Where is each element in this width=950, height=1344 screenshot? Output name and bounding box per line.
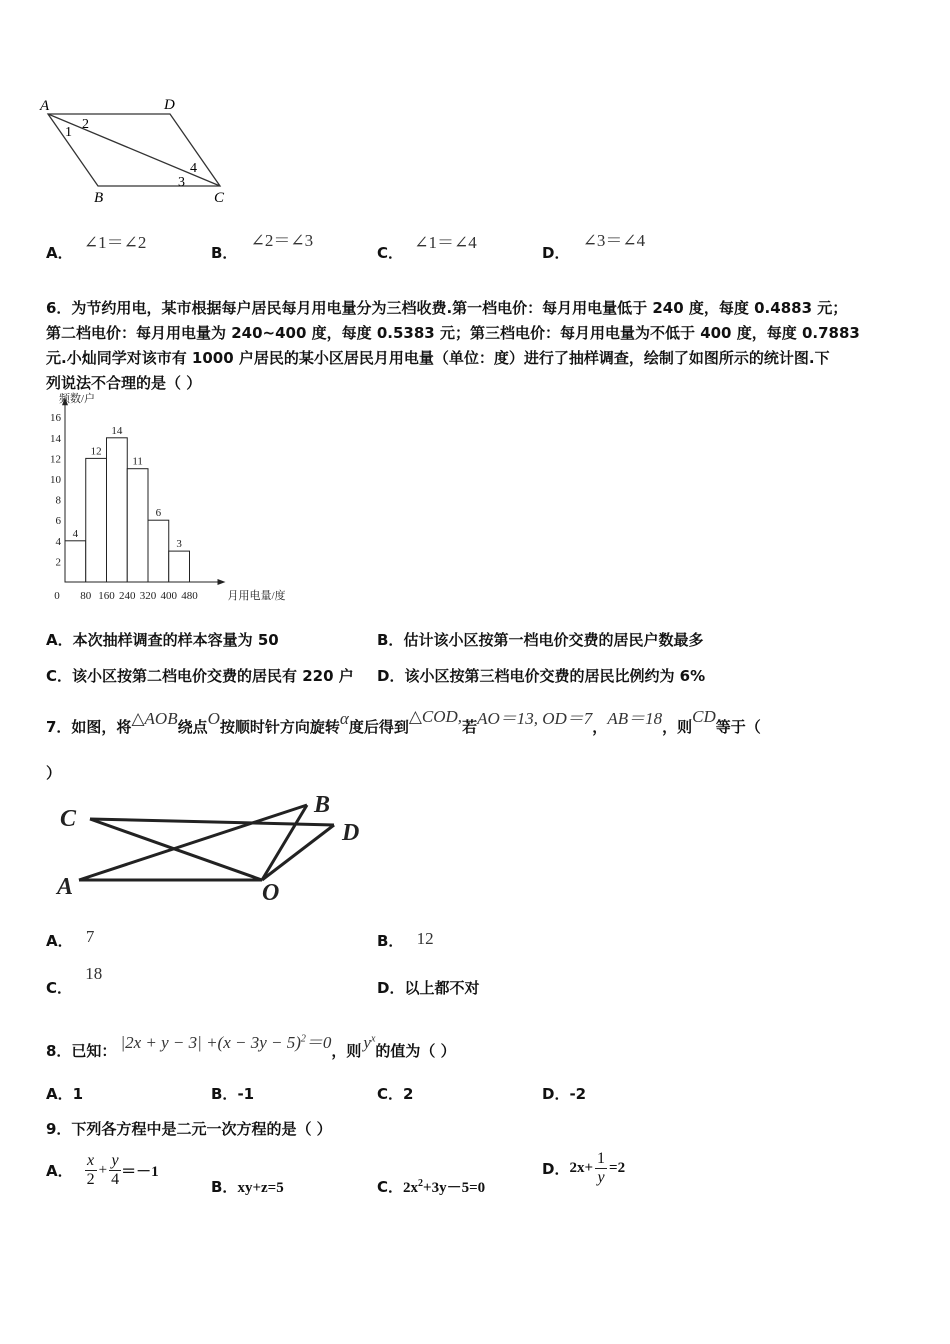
q8-base: y [363, 1033, 371, 1052]
q8-text: 的值为（ ） [375, 1042, 456, 1060]
q7-text: ， [592, 718, 608, 736]
option-text: 2x [403, 1180, 419, 1196]
histogram-bar [107, 438, 128, 582]
bar-data-label: 3 [176, 538, 182, 551]
parallelogram-figure [38, 94, 238, 206]
option-letter: B． [377, 932, 404, 950]
x-axis-arrow [218, 579, 226, 585]
option-text: 7 [85, 927, 95, 946]
angle-label-1: 1 [65, 125, 72, 140]
histogram-bar [86, 458, 107, 582]
superscript: 2 [418, 1178, 424, 1189]
x-tick-label: 480 [181, 590, 198, 602]
q5-option-d[interactable] [542, 231, 646, 263]
fraction-1-over-y [595, 1150, 607, 1187]
figure-label-o: O [262, 880, 280, 906]
bar-data-label: 6 [155, 507, 162, 520]
frac-num: 1 [597, 1150, 606, 1167]
figure-label-d: D [342, 820, 360, 846]
q7-text: 绕点 [177, 718, 208, 736]
option-text: -2 [569, 1085, 587, 1103]
q9-option-d[interactable] [542, 1150, 625, 1187]
q9-option-b[interactable] [211, 1176, 284, 1197]
q7-text: 等于（ [715, 718, 761, 736]
q7-option-d[interactable] [377, 977, 479, 998]
q8-equals: ＝0 [305, 1033, 332, 1052]
fraction-y-over-4 [109, 1152, 121, 1189]
q5-option-c[interactable] [377, 233, 477, 263]
y-tick-label: 14 [50, 432, 61, 445]
electricity-histogram [40, 390, 300, 605]
q8-text: ，则 [331, 1042, 362, 1060]
y-tick-label: 16 [50, 412, 61, 425]
q5-option-a[interactable] [46, 233, 147, 263]
histogram-bar [127, 469, 148, 582]
y-tick-label: 10 [50, 474, 61, 486]
option-text: =2 [609, 1160, 626, 1176]
option-text: -1 [237, 1085, 255, 1103]
q7-text: 按顺时针方向旋转 [219, 718, 340, 736]
x-tick-label: 160 [98, 590, 115, 602]
q8-expression [120, 1033, 331, 1052]
q7-triangle-cod: △COD, [408, 707, 463, 726]
option-text: 12 [416, 929, 434, 948]
option-letter: A． [46, 932, 73, 950]
x-tick-label: 240 [119, 590, 136, 602]
x-tick-label: 0 [54, 590, 60, 602]
option-letter: C． [377, 244, 404, 262]
q8-power [363, 1033, 375, 1052]
frac-den: 2 [86, 1171, 95, 1188]
option-letter: C． [46, 667, 73, 685]
y-tick-label: 2 [55, 556, 61, 569]
q7-text: 若 [462, 718, 478, 736]
q7-point-o: O [207, 709, 220, 728]
q7-condition-1: AO＝13, OD＝7 [477, 709, 593, 728]
frac-num: y [109, 1152, 121, 1171]
option-text: ∠2＝∠3 [250, 231, 314, 250]
option-letter: D． [542, 1160, 570, 1178]
option-letter: B． [211, 244, 238, 262]
x-axis-label: 月用电量/度 [227, 590, 286, 602]
bar-data-label: 4 [72, 527, 79, 540]
q7-text: 7．如图，将 [46, 718, 132, 736]
q7-option-a[interactable] [46, 927, 95, 951]
q6-option-c[interactable] [46, 665, 354, 686]
option-letter: D． [542, 1085, 570, 1103]
q9-option-a[interactable] [46, 1152, 159, 1189]
q7-triangle-aob: △AOB [131, 709, 178, 728]
option-tail: ＝－1 [121, 1164, 159, 1180]
option-letter: B． [211, 1178, 238, 1196]
q8-text: 8．已知： [46, 1042, 117, 1060]
option-text: ∠1＝∠2 [83, 233, 147, 252]
histogram-bar [169, 551, 190, 582]
vertex-label-a: A [40, 98, 50, 114]
y-tick-label: 4 [55, 535, 61, 548]
option-letter: B． [377, 631, 404, 649]
option-letter: C． [46, 979, 73, 997]
histogram-bar [148, 520, 169, 582]
q6-stem-line-1: 6．为节约用电，某市根据每户居民每月用电量分为三档收费.第一档电价：每月用电量低于 240 度，每度 0.4883 元； [46, 299, 848, 317]
option-text: 2x+ [569, 1160, 594, 1176]
option-letter: A． [46, 244, 73, 262]
option-text: 该小区按第三档电价交费的居民比例约为 6% [404, 667, 706, 685]
bar-data-label: 14 [111, 424, 123, 437]
q7-text: 度后得到 [348, 718, 409, 736]
q6-option-a[interactable] [46, 629, 279, 650]
option-text: 估计该小区按第一档电价交费的居民户数最多 [403, 631, 704, 649]
option-letter: C． [377, 1085, 404, 1103]
q7-text: ，则 [662, 718, 693, 736]
option-letter: C． [377, 1178, 404, 1196]
q7-segment-cd: CD [692, 707, 716, 726]
angle-label-4: 4 [190, 161, 197, 176]
histogram-bar [65, 541, 86, 582]
vertex-label-d: D [164, 97, 175, 113]
option-letter: D． [377, 979, 405, 997]
option-letter: D． [542, 244, 570, 262]
vertex-label-c: C [214, 190, 225, 206]
q7-stem [46, 707, 761, 737]
bar-data-label: 11 [132, 455, 143, 468]
option-letter: B． [211, 1085, 238, 1103]
q9-option-c[interactable] [377, 1176, 485, 1197]
frac-den: 4 [111, 1171, 120, 1188]
q7-condition-2: AB＝18 [607, 709, 663, 728]
q8-stem [46, 1033, 456, 1061]
option-text: ∠1＝∠4 [414, 233, 477, 252]
q7-stem-close: ） [46, 764, 62, 782]
option-text: 2 [403, 1085, 414, 1103]
option-letter: D． [377, 667, 405, 685]
rotation-figure [52, 792, 372, 910]
q8-superscript: x [370, 1033, 376, 1045]
q7-option-b[interactable] [377, 929, 434, 951]
frac-num: x [85, 1152, 97, 1171]
q8-option-a[interactable] [46, 1083, 83, 1104]
option-letter: A． [46, 1162, 73, 1180]
option-text: 18 [85, 964, 103, 983]
q6-option-b[interactable] [377, 629, 703, 650]
q6-stem-line-2: 第二档电价：每月用电量为 240~400 度，每度 0.5383 元；第三档电价：每月用电量为不低于 400 度，每度 0.7883 [46, 324, 860, 342]
y-tick-label: 12 [50, 453, 61, 466]
option-letter: A． [46, 1085, 73, 1103]
angle-label-2: 2 [82, 117, 89, 132]
option-letter: A． [46, 631, 73, 649]
option-text: ∠3＝∠4 [582, 231, 646, 250]
option-text: 以上都不对 [404, 979, 480, 997]
q7-option-c[interactable] [46, 964, 103, 998]
y-tick-label: 8 [55, 494, 61, 507]
q7-angle: α [339, 709, 349, 728]
option-text: 本次抽样调查的样本容量为 50 [72, 631, 279, 649]
angle-label-3: 3 [178, 175, 185, 190]
vertex-label-b: B [94, 190, 104, 206]
plus-sign: + [98, 1162, 108, 1178]
option-text: xy+z=5 [237, 1180, 284, 1196]
x-tick-label: 320 [139, 590, 157, 602]
q8-option-d[interactable] [542, 1083, 586, 1104]
q9-stem: 9．下列各方程中是二元一次方程的是（ ） [46, 1120, 332, 1138]
figure-label-b: B [314, 792, 331, 818]
figure-label-c: C [60, 806, 77, 832]
figure-label-a: A [57, 874, 74, 900]
fraction-x-over-2 [85, 1152, 97, 1189]
q5-option-b[interactable] [211, 231, 314, 263]
q8-exponent: 2 [300, 1033, 306, 1045]
option-text: 该小区按第二档电价交费的居民有 220 户 [72, 667, 354, 685]
q6-stem-line-4: 列说法不合理的是（ ） [46, 374, 202, 392]
y-axis-label: 频数/户 [59, 393, 96, 405]
y-tick-label: 6 [55, 515, 61, 528]
frac-den: y [597, 1169, 605, 1186]
q6-stem-line-3: 元.小灿同学对该市有 1000 户居民的某小区居民月用电量（单位：度）进行了抽样调查，绘制了如图所示的统计图.下 [46, 349, 830, 367]
x-tick-label: 400 [160, 590, 177, 602]
option-text: 1 [72, 1085, 84, 1103]
bar-data-label: 12 [90, 445, 102, 458]
q8-option-b[interactable] [211, 1083, 254, 1104]
option-text: +3y－5=0 [423, 1180, 486, 1196]
x-tick-label: 80 [80, 590, 92, 602]
q8-option-c[interactable] [377, 1083, 413, 1104]
q6-option-d[interactable] [377, 665, 705, 686]
q8-expr-body: |2x + y − 3| +(x − 3y − 5) [120, 1033, 301, 1052]
